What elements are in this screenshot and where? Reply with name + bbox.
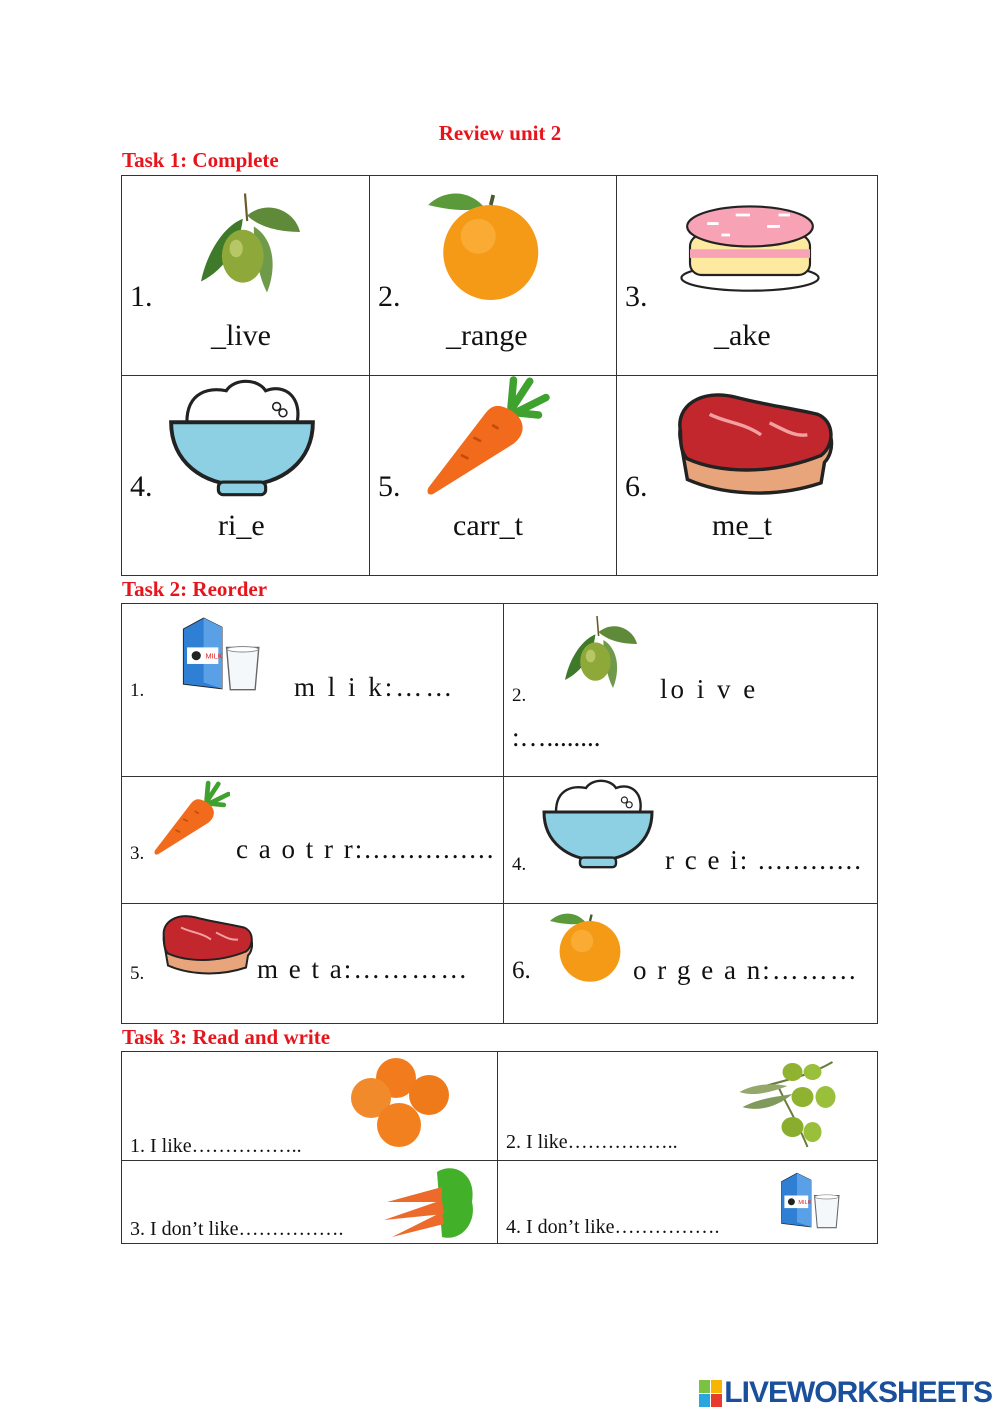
milk-icon — [176, 608, 268, 696]
rice-bowl-icon — [537, 776, 659, 872]
liveworksheets-logo — [699, 1376, 992, 1410]
scrambled-word: o r g e a n:……… — [633, 955, 859, 985]
orange-icon — [546, 905, 626, 985]
logo-text: LIVEWORKSHEETS — [724, 1376, 992, 1409]
item-number: 1. — [130, 280, 153, 313]
item-word: me_t — [712, 509, 772, 542]
sentence: 2. I like…………….. — [506, 1131, 678, 1153]
item-word: _range — [446, 319, 528, 352]
olive-branch-icon — [710, 1052, 865, 1152]
item-number: 5. — [378, 470, 401, 503]
carrot-icon — [152, 776, 230, 862]
item-word: _live — [211, 319, 271, 352]
item-number: 6. — [512, 957, 531, 984]
orange-icon — [422, 180, 547, 305]
item-number: 6. — [625, 470, 648, 503]
scrambled-word: m e t a:………… — [257, 954, 470, 984]
item-number: 2. — [378, 280, 401, 313]
cake-icon — [650, 195, 850, 295]
item-word: ri_e — [218, 509, 265, 542]
item-number: 4. — [130, 470, 153, 503]
rice-bowl-icon — [163, 375, 321, 501]
task1-heading: Task 1: Complete — [122, 148, 279, 172]
item-number: 5. — [130, 963, 145, 984]
task3-heading: Task 3: Read and write — [122, 1025, 331, 1049]
meat-icon — [156, 905, 256, 980]
scrambled-word: m l i k:…… — [294, 672, 456, 702]
olive-icon — [175, 188, 315, 298]
scrambled-word: c a o t r r:............... — [236, 834, 496, 864]
item-number: 1. — [130, 680, 145, 701]
sentence: 3. I don’t like……………. — [130, 1218, 344, 1240]
sentence: 4. I don’t like……………. — [506, 1216, 720, 1238]
meat-icon — [655, 380, 850, 500]
page-title: Review unit 2 — [438, 121, 562, 145]
oranges-icon — [335, 1053, 467, 1153]
milk-icon — [776, 1163, 846, 1235]
task2-heading: Task 2: Reorder — [122, 577, 268, 601]
item-number: 4. — [512, 854, 527, 875]
item-number: 2. — [512, 685, 527, 706]
item-word: _ake — [714, 319, 771, 352]
carrot-icon — [400, 375, 572, 500]
carrots-icon — [382, 1162, 482, 1242]
logo-mark-icon — [699, 1380, 722, 1407]
item-number: 3. — [130, 843, 145, 864]
item-number: 3. — [625, 280, 648, 313]
sentence: 1. I like…………….. — [130, 1135, 302, 1157]
item-word: carr_t — [453, 509, 523, 542]
scrambled-word: r c e i: ............ — [665, 845, 863, 875]
scrambled-word: lo i v e — [660, 674, 759, 704]
olive-icon — [547, 612, 647, 692]
answer-blank: :…........ — [512, 722, 601, 752]
